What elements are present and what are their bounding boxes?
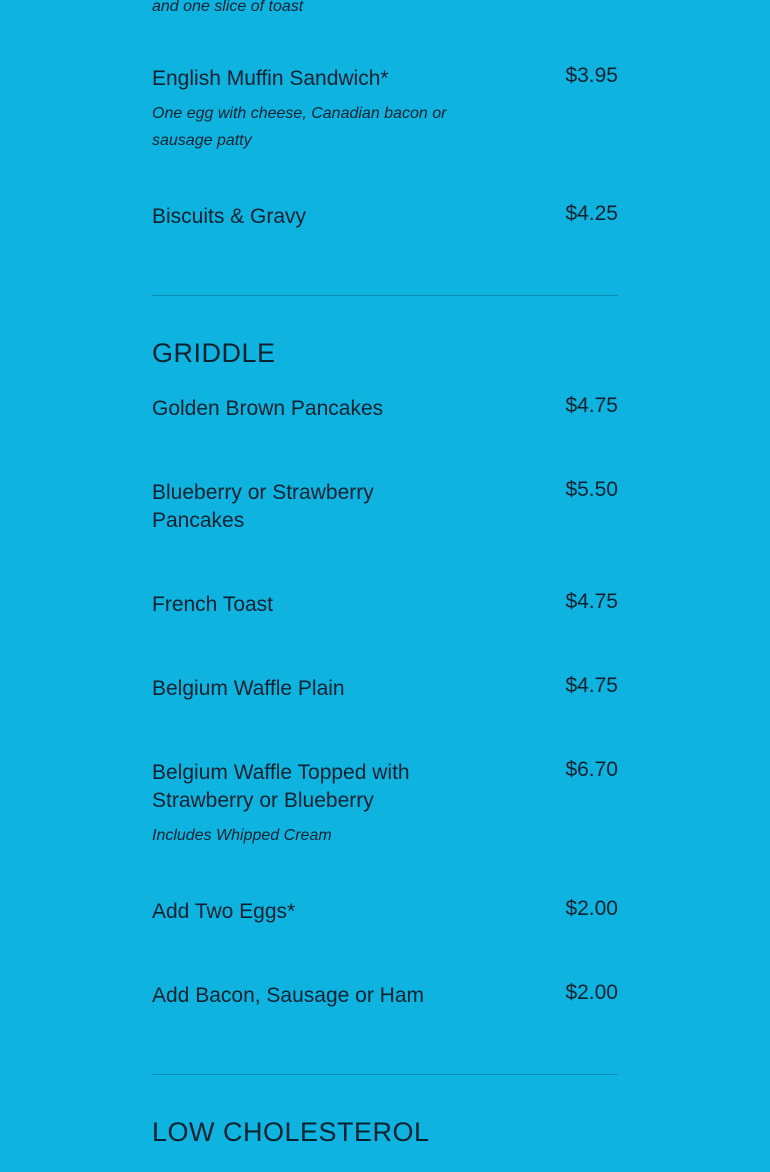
- item-name: English Muffin Sandwich*: [152, 67, 389, 90]
- item-description: and one slice of toast: [152, 0, 304, 15]
- item-description: One egg with cheese, Canadian bacon or sausage patty: [152, 105, 447, 149]
- item-price: $5.50: [565, 478, 618, 501]
- item-price: $4.25: [565, 202, 618, 225]
- item-name: Belgium Waffle Topped with Strawberry or Blueberry: [152, 761, 410, 812]
- item-description: Includes Whipped Cream: [152, 827, 332, 844]
- item-price: $2.00: [565, 897, 618, 920]
- item-price: $3.95: [565, 64, 618, 87]
- section-title-low-cholesterol: LOW CHOLESTEROL: [152, 1117, 430, 1147]
- section-divider: [152, 1074, 618, 1075]
- item-price: $4.75: [565, 674, 618, 697]
- section-title-griddle: GRIDDLE: [152, 338, 276, 368]
- item-name: Biscuits & Gravy: [152, 205, 307, 228]
- item-name: Belgium Waffle Plain: [152, 677, 345, 700]
- item-price: $6.70: [565, 758, 618, 781]
- item-name: Add Bacon, Sausage or Ham: [152, 984, 424, 1007]
- item-name: Blueberry or Strawberry Pancakes: [152, 481, 374, 532]
- item-name: Add Two Eggs*: [152, 900, 296, 923]
- item-price: $2.00: [565, 981, 618, 1004]
- item-price: $4.75: [565, 590, 618, 613]
- section-divider: [152, 295, 618, 296]
- item-name: French Toast: [152, 593, 274, 616]
- item-price: $4.75: [565, 394, 618, 417]
- item-name: Golden Brown Pancakes: [152, 397, 384, 420]
